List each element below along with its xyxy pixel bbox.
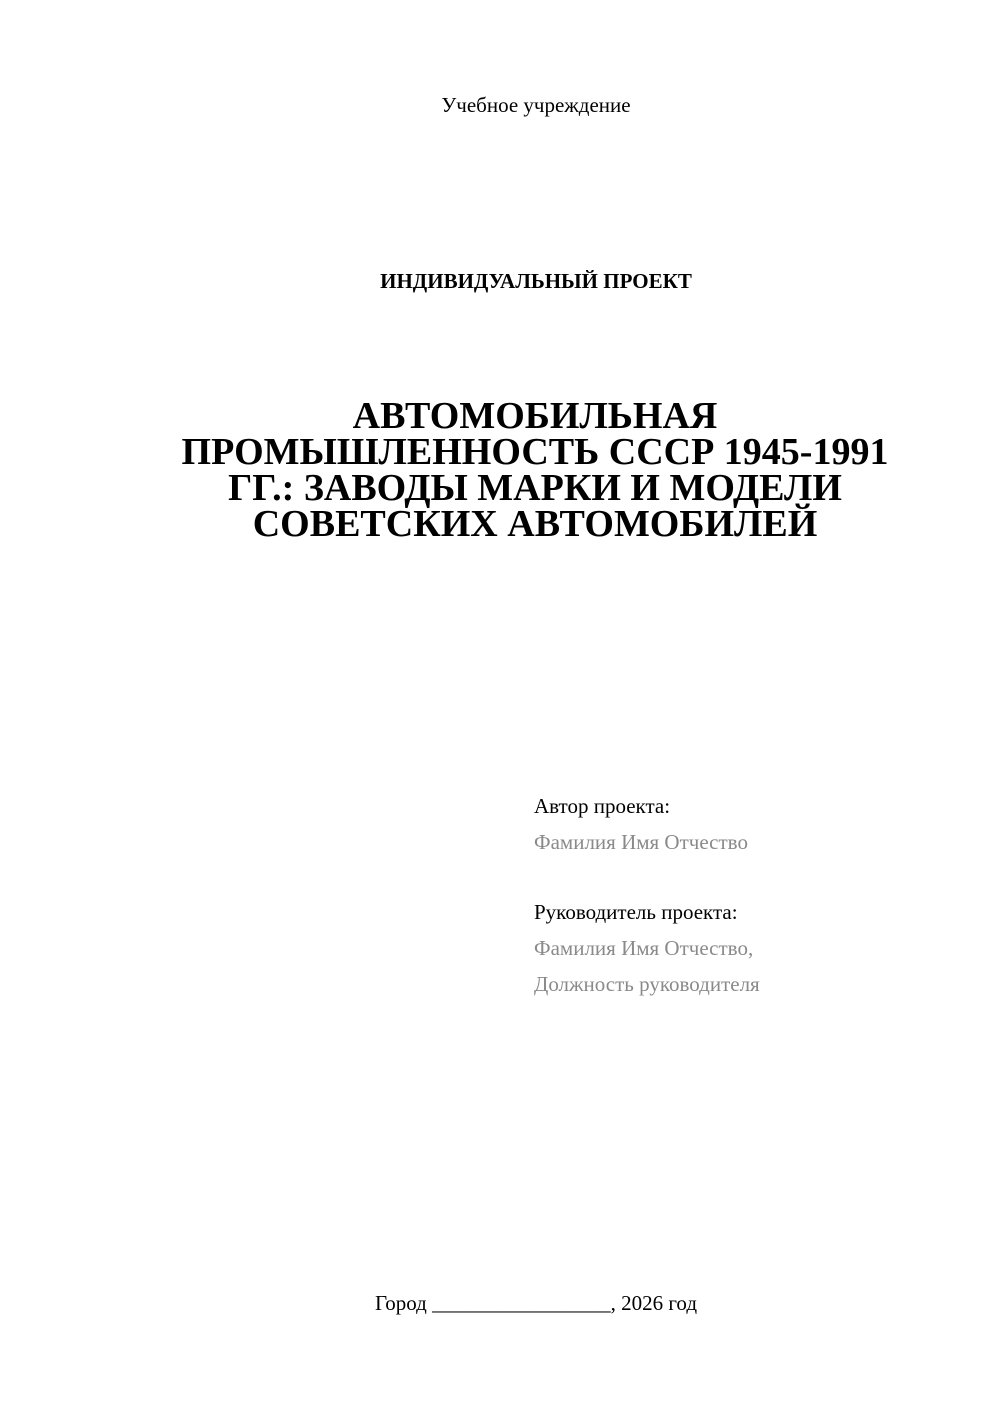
document-type: ИНДИВИДУАЛЬНЫЙ ПРОЕКТ [380,269,692,293]
title-line: СОВЕТСКИХ АВТОМОБИЛЕЙ [252,503,818,545]
institution-name: Учебное учреждение [441,93,631,117]
supervisor-name: Фамилия Имя Отчество, [534,936,754,960]
project-title [150,395,920,545]
spacer [534,860,974,894]
title-line: ГГ.: ЗАВОДЫ МАРКИ И МОДЕЛИ [228,467,842,509]
city-year-line: Город _________________, 2026 год [374,1291,698,1315]
title-line: АВТОМОБИЛЬНАЯ [352,395,718,437]
supervisor-label: Руководитель проекта: [534,900,738,924]
authors-block [534,788,974,1002]
author-label: Автор проекта: [534,794,671,818]
supervisor-position: Должность руководителя [534,972,760,996]
title-line: ПРОМЫШЛЕННОСТЬ СССР 1945-1991 [181,431,889,473]
author-name: Фамилия Имя Отчество [534,830,748,854]
